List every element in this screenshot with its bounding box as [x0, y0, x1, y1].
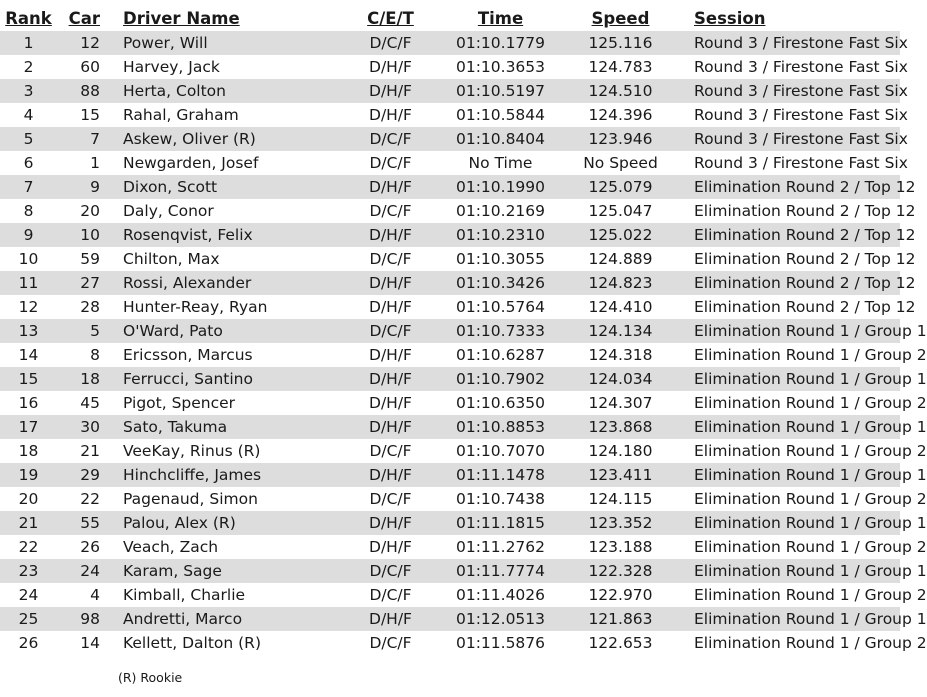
driver-name-header: Driver Name — [123, 8, 240, 28]
speed-cell: 124.823 — [573, 271, 668, 295]
speed-cell: 122.328 — [573, 559, 668, 583]
rank-cell: 19 — [0, 463, 57, 487]
time-cell: 01:10.8853 — [428, 415, 573, 439]
results-table — [0, 5, 927, 655]
car-number-cell: 30 — [57, 415, 103, 439]
car-number-cell: 26 — [57, 535, 103, 559]
cet-cell: D/H/F — [353, 295, 428, 319]
table-row — [0, 79, 900, 103]
driver-name-cell: Andretti, Marco — [103, 607, 353, 631]
cet-cell: D/H/F — [353, 55, 428, 79]
table-row — [0, 511, 900, 535]
session-cell: Elimination Round 1 / Group 1 — [668, 607, 900, 631]
car-number-cell: 15 — [57, 103, 103, 127]
rank-cell: 14 — [0, 343, 57, 367]
cet-cell: D/C/F — [353, 439, 428, 463]
table-row — [0, 343, 900, 367]
time-cell: No Time — [428, 151, 573, 175]
speed-cell: 124.034 — [573, 367, 668, 391]
driver-name-cell: Rossi, Alexander — [103, 271, 353, 295]
table-row — [0, 199, 900, 223]
cet-cell: D/H/F — [353, 463, 428, 487]
speed-cell: 121.863 — [573, 607, 668, 631]
rank-cell: 18 — [0, 439, 57, 463]
session-cell: Elimination Round 1 / Group 1 — [668, 415, 900, 439]
session-cell: Elimination Round 1 / Group 2 — [668, 487, 900, 511]
session-cell: Elimination Round 2 / Top 12 — [668, 271, 900, 295]
rank-cell: 25 — [0, 607, 57, 631]
rank-cell: 9 — [0, 223, 57, 247]
session-cell: Round 3 / Firestone Fast Six — [668, 79, 900, 103]
speed-cell: 124.318 — [573, 343, 668, 367]
session-cell: Elimination Round 2 / Top 12 — [668, 247, 900, 271]
time-cell: 01:12.0513 — [428, 607, 573, 631]
rank-header: Rank — [5, 8, 52, 28]
time-cell: 01:10.3055 — [428, 247, 573, 271]
speed-cell: 125.079 — [573, 175, 668, 199]
cet-cell: D/H/F — [353, 223, 428, 247]
car-number-cell: 21 — [57, 439, 103, 463]
time-cell: 01:10.6350 — [428, 391, 573, 415]
time-cell: 01:11.1478 — [428, 463, 573, 487]
rank-cell: 8 — [0, 199, 57, 223]
cet-cell: D/C/F — [353, 559, 428, 583]
cet-cell: D/C/F — [353, 127, 428, 151]
cet-cell: D/H/F — [353, 175, 428, 199]
cet-cell: D/H/F — [353, 103, 428, 127]
session-cell: Elimination Round 1 / Group 2 — [668, 535, 900, 559]
rank-cell: 3 — [0, 79, 57, 103]
cet-cell: D/C/F — [353, 487, 428, 511]
speed-cell: 123.868 — [573, 415, 668, 439]
table-row — [0, 175, 900, 199]
session-cell: Elimination Round 2 / Top 12 — [668, 199, 900, 223]
car-number-cell: 28 — [57, 295, 103, 319]
driver-name-cell: Kellett, Dalton (R) — [103, 631, 353, 655]
rank-cell: 20 — [0, 487, 57, 511]
driver-name-cell: Dixon, Scott — [103, 175, 353, 199]
cet-cell: D/C/F — [353, 319, 428, 343]
time-cell: 01:10.6287 — [428, 343, 573, 367]
car-number-cell: 1 — [57, 151, 103, 175]
session-cell: Elimination Round 2 / Top 12 — [668, 175, 900, 199]
table-row — [0, 535, 900, 559]
cet-cell: D/H/F — [353, 367, 428, 391]
table-row — [0, 439, 900, 463]
time-cell: 01:10.7333 — [428, 319, 573, 343]
time-cell: 01:11.1815 — [428, 511, 573, 535]
time-cell: 01:10.3426 — [428, 271, 573, 295]
driver-name-cell: Pagenaud, Simon — [103, 487, 353, 511]
table-row — [0, 319, 900, 343]
speed-cell: 124.134 — [573, 319, 668, 343]
rank-cell: 1 — [0, 31, 57, 55]
speed-cell: 124.180 — [573, 439, 668, 463]
car-number-cell: 60 — [57, 55, 103, 79]
session-cell: Elimination Round 1 / Group 1 — [668, 319, 900, 343]
driver-name-cell: Ericsson, Marcus — [103, 343, 353, 367]
session-cell: Round 3 / Firestone Fast Six — [668, 31, 900, 55]
time-cell: 01:10.3653 — [428, 55, 573, 79]
car-number-cell: 10 — [57, 223, 103, 247]
driver-name-cell: Newgarden, Josef — [103, 151, 353, 175]
speed-cell: 123.352 — [573, 511, 668, 535]
car-number-cell: 20 — [57, 199, 103, 223]
table-row — [0, 55, 900, 79]
driver-name-cell: Herta, Colton — [103, 79, 353, 103]
car-number-cell: 18 — [57, 367, 103, 391]
car-number-cell: 4 — [57, 583, 103, 607]
cet-cell: D/C/F — [353, 151, 428, 175]
time-cell: 01:10.1779 — [428, 31, 573, 55]
time-cell: 01:10.7070 — [428, 439, 573, 463]
rank-cell: 17 — [0, 415, 57, 439]
table-row — [0, 31, 900, 55]
rookie-footnote: (R) Rookie — [118, 670, 183, 685]
time-cell: 01:10.5844 — [428, 103, 573, 127]
time-cell: 01:10.2310 — [428, 223, 573, 247]
session-cell: Elimination Round 2 / Top 12 — [668, 223, 900, 247]
table-row — [0, 391, 900, 415]
cet-header: C/E/T — [367, 8, 414, 28]
time-cell: 01:10.1990 — [428, 175, 573, 199]
speed-cell: 124.783 — [573, 55, 668, 79]
rank-cell: 7 — [0, 175, 57, 199]
rank-cell: 4 — [0, 103, 57, 127]
cet-cell: D/H/F — [353, 79, 428, 103]
time-cell: 01:10.7438 — [428, 487, 573, 511]
cet-cell: D/H/F — [353, 343, 428, 367]
driver-name-cell: O'Ward, Pato — [103, 319, 353, 343]
rank-cell: 15 — [0, 367, 57, 391]
car-number-cell: 5 — [57, 319, 103, 343]
car-number-cell: 55 — [57, 511, 103, 535]
rank-cell: 12 — [0, 295, 57, 319]
table-row — [0, 151, 900, 175]
cet-cell: D/C/F — [353, 199, 428, 223]
table-row — [0, 127, 900, 151]
driver-name-cell: Sato, Takuma — [103, 415, 353, 439]
cet-cell: D/C/F — [353, 31, 428, 55]
session-cell: Elimination Round 1 / Group 1 — [668, 367, 900, 391]
driver-name-cell: Hinchcliffe, James — [103, 463, 353, 487]
cet-cell: D/C/F — [353, 583, 428, 607]
session-cell: Round 3 / Firestone Fast Six — [668, 103, 900, 127]
table-row — [0, 583, 900, 607]
table-row — [0, 295, 900, 319]
cet-cell: D/H/F — [353, 607, 428, 631]
session-cell: Round 3 / Firestone Fast Six — [668, 55, 900, 79]
car-number-cell: 8 — [57, 343, 103, 367]
driver-name-cell: Power, Will — [103, 31, 353, 55]
rank-cell: 23 — [0, 559, 57, 583]
cet-cell: D/H/F — [353, 535, 428, 559]
cet-cell: D/H/F — [353, 415, 428, 439]
speed-cell: 125.022 — [573, 223, 668, 247]
session-cell: Round 3 / Firestone Fast Six — [668, 151, 900, 175]
driver-name-cell: Rahal, Graham — [103, 103, 353, 127]
rank-cell: 5 — [0, 127, 57, 151]
driver-name-cell: Rosenqvist, Felix — [103, 223, 353, 247]
rank-cell: 13 — [0, 319, 57, 343]
speed-cell: 123.188 — [573, 535, 668, 559]
rank-cell: 2 — [0, 55, 57, 79]
driver-name-cell: Ferrucci, Santino — [103, 367, 353, 391]
header-row — [0, 5, 900, 31]
car-number-cell: 98 — [57, 607, 103, 631]
rank-cell: 16 — [0, 391, 57, 415]
cet-cell: D/H/F — [353, 271, 428, 295]
driver-name-cell: Pigot, Spencer — [103, 391, 353, 415]
driver-name-cell: Karam, Sage — [103, 559, 353, 583]
time-cell: 01:10.2169 — [428, 199, 573, 223]
car-number-cell: 9 — [57, 175, 103, 199]
time-cell: 01:10.5764 — [428, 295, 573, 319]
speed-cell: 124.115 — [573, 487, 668, 511]
cet-cell: D/C/F — [353, 247, 428, 271]
car-number-cell: 88 — [57, 79, 103, 103]
table-row — [0, 271, 900, 295]
table-row — [0, 631, 900, 655]
rank-cell: 22 — [0, 535, 57, 559]
session-cell: Elimination Round 1 / Group 2 — [668, 439, 900, 463]
session-cell: Elimination Round 1 / Group 2 — [668, 631, 900, 655]
session-cell: Elimination Round 1 / Group 1 — [668, 511, 900, 535]
time-cell: 01:10.8404 — [428, 127, 573, 151]
session-cell: Round 3 / Firestone Fast Six — [668, 127, 900, 151]
car-number-cell: 24 — [57, 559, 103, 583]
car-number-cell: 27 — [57, 271, 103, 295]
driver-name-cell: Daly, Conor — [103, 199, 353, 223]
table-row — [0, 415, 900, 439]
table-row — [0, 223, 900, 247]
speed-cell: 124.307 — [573, 391, 668, 415]
results-body — [0, 31, 927, 655]
car-number-cell: 14 — [57, 631, 103, 655]
session-cell: Elimination Round 1 / Group 2 — [668, 343, 900, 367]
speed-cell: 124.889 — [573, 247, 668, 271]
speed-cell: 122.653 — [573, 631, 668, 655]
driver-name-cell: VeeKay, Rinus (R) — [103, 439, 353, 463]
session-header: Session — [694, 8, 766, 28]
car-number-cell: 22 — [57, 487, 103, 511]
car-number-cell: 7 — [57, 127, 103, 151]
driver-name-cell: Chilton, Max — [103, 247, 353, 271]
speed-cell: 124.510 — [573, 79, 668, 103]
rank-cell: 26 — [0, 631, 57, 655]
rank-cell: 6 — [0, 151, 57, 175]
driver-name-cell: Veach, Zach — [103, 535, 353, 559]
driver-name-cell: Kimball, Charlie — [103, 583, 353, 607]
table-row — [0, 367, 900, 391]
time-cell: 01:10.7902 — [428, 367, 573, 391]
driver-name-cell: Harvey, Jack — [103, 55, 353, 79]
car-number-cell: 29 — [57, 463, 103, 487]
table-row — [0, 559, 900, 583]
session-cell: Elimination Round 1 / Group 1 — [668, 463, 900, 487]
table-row — [0, 247, 900, 271]
cet-cell: D/H/F — [353, 511, 428, 535]
table-row — [0, 607, 900, 631]
session-cell: Elimination Round 1 / Group 2 — [668, 583, 900, 607]
session-cell: Elimination Round 2 / Top 12 — [668, 295, 900, 319]
rank-cell: 10 — [0, 247, 57, 271]
car-number-cell: 12 — [57, 31, 103, 55]
rank-cell: 21 — [0, 511, 57, 535]
cet-cell: D/C/F — [353, 631, 428, 655]
speed-header: Speed — [591, 8, 650, 28]
car-number-cell: 45 — [57, 391, 103, 415]
speed-cell: 125.047 — [573, 199, 668, 223]
speed-cell: 123.411 — [573, 463, 668, 487]
speed-cell: 125.116 — [573, 31, 668, 55]
time-cell: 01:11.7774 — [428, 559, 573, 583]
rank-cell: 11 — [0, 271, 57, 295]
speed-cell: No Speed — [573, 151, 668, 175]
time-cell: 01:10.5197 — [428, 79, 573, 103]
session-cell: Elimination Round 1 / Group 1 — [668, 559, 900, 583]
car-header: Car — [68, 8, 100, 28]
driver-name-cell: Palou, Alex (R) — [103, 511, 353, 535]
speed-cell: 124.410 — [573, 295, 668, 319]
time-header: Time — [477, 8, 524, 28]
speed-cell: 123.946 — [573, 127, 668, 151]
driver-name-cell: Askew, Oliver (R) — [103, 127, 353, 151]
speed-cell: 122.970 — [573, 583, 668, 607]
table-row — [0, 463, 900, 487]
time-cell: 01:11.5876 — [428, 631, 573, 655]
driver-name-cell: Hunter-Reay, Ryan — [103, 295, 353, 319]
car-number-cell: 59 — [57, 247, 103, 271]
speed-cell: 124.396 — [573, 103, 668, 127]
session-cell: Elimination Round 1 / Group 2 — [668, 391, 900, 415]
time-cell: 01:11.2762 — [428, 535, 573, 559]
rank-cell: 24 — [0, 583, 57, 607]
table-row — [0, 103, 900, 127]
time-cell: 01:11.4026 — [428, 583, 573, 607]
cet-cell: D/H/F — [353, 391, 428, 415]
table-row — [0, 487, 900, 511]
